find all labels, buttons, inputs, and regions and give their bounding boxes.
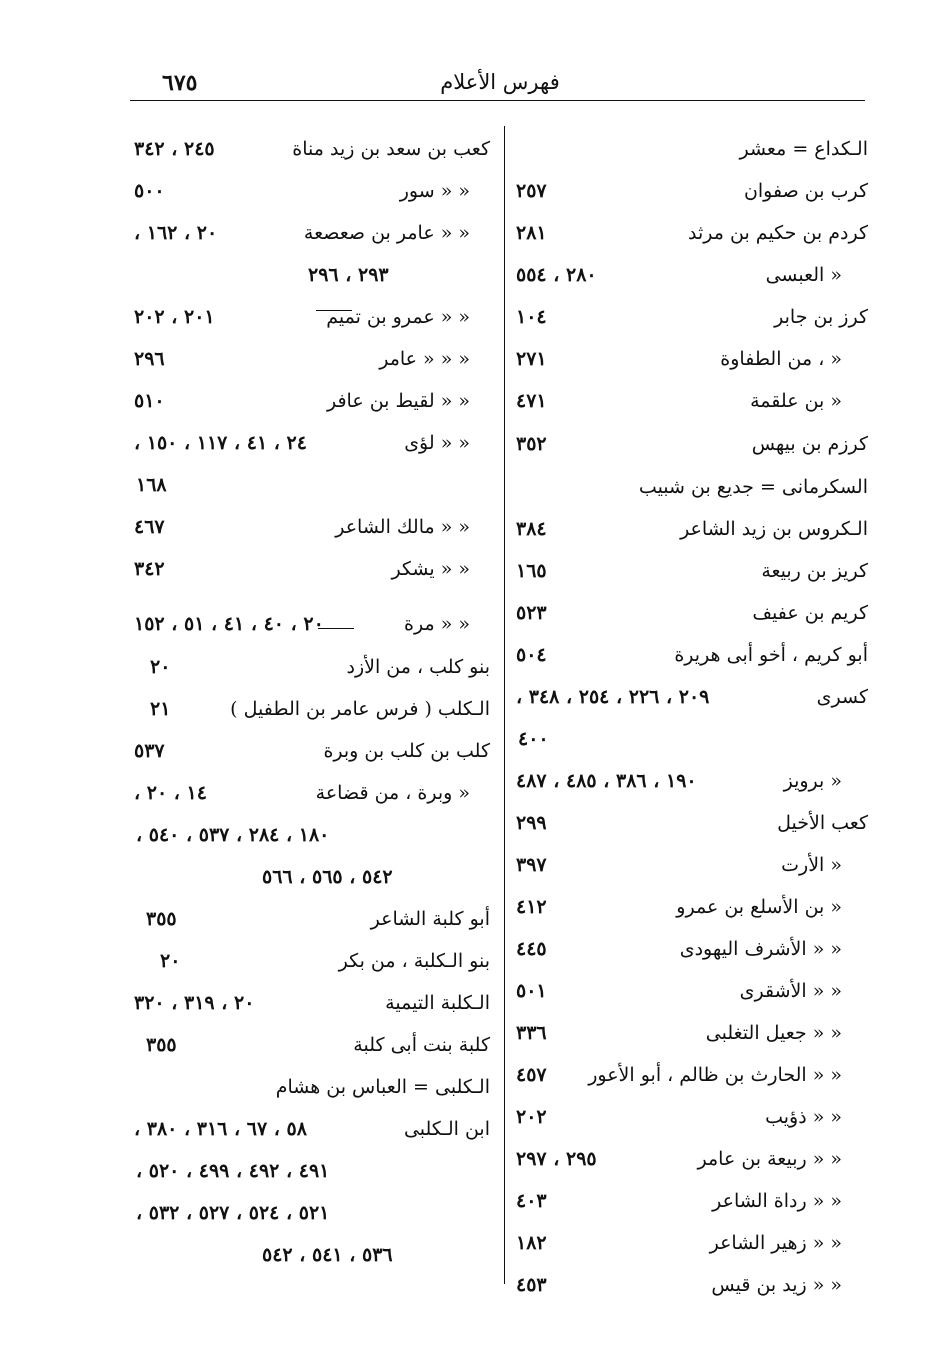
index-entry [130,296,498,338]
entry-pages: ٢٩٣ ، ٢٩٦ [308,264,389,286]
entry-name: كعب بن سعد بن زيد مناة [292,138,490,160]
entry-pages: ٣٤٢ [134,558,165,580]
index-entry [130,688,498,730]
index-entry [512,592,872,634]
index-entry [130,1024,498,1066]
index-entry [130,940,498,982]
entry-pages: ٢٠١ ، ٢٠٢ [134,306,215,328]
index-column-right [512,128,872,1296]
entry-name: كريز بن ربيعة [761,560,868,582]
entry-name: « بن علقمة [750,390,842,412]
entry-name: « الأرت [781,854,842,876]
entry-pages: ٥٣٧ [134,740,165,762]
index-entry [512,1180,872,1222]
entry-pages: ٢٠ ، ١٦٢ ، [134,222,218,244]
index-entry [512,128,872,170]
entry-name: « « الأشقرى [739,980,842,1002]
index-entry [512,422,872,466]
entry-name: الـكداع = معشر [739,138,868,160]
index-entry [130,128,498,170]
entry-pages: ٢٠ ، ٣١٩ ، ٣٢٠ [134,992,255,1014]
entry-pages: ٤٩١ ، ٤٩٢ ، ٤٩٩ ، ٥٢٠ ، [136,1160,330,1182]
index-entry [512,254,872,296]
entry-pages: ٢٩٥ ، ٢٩٧ [516,1148,597,1170]
index-entry [512,1222,872,1264]
entry-pages: ٥٢١ ، ٥٢٤ ، ٥٢٧ ، ٥٣٢ ، [136,1202,330,1224]
index-entry-continuation [130,1150,498,1192]
index-entry [130,646,498,688]
entry-pages: ٢٥٧ [516,180,547,202]
entry-pages: ٥٠٠ [134,180,165,202]
entry-pages: ٣٨٤ [516,518,547,540]
entry-name: بنو الـكلبة ، من بكر [338,950,490,972]
index-entry [130,170,498,212]
entry-pages: ٥٢٣ [516,602,547,624]
entry-pages: ٥٤٢ ، ٥٦٥ ، ٥٦٦ [262,866,393,888]
entry-pages: ٤٠٠ [518,728,549,750]
index-entry [512,1264,872,1306]
index-entry-continuation [130,464,498,506]
index-entry [130,898,498,940]
entry-name: الـكلبة التيمية [385,992,490,1014]
entry-name: كرزم بن بيهس [751,433,868,455]
index-entry [512,676,872,718]
entry-name: « « ذؤيب [765,1106,842,1128]
entry-name: « برويز [783,770,842,792]
index-entry [512,760,872,802]
entry-pages: ٥٣٦ ، ٥٤١ ، ٥٤٢ [262,1244,393,1266]
entry-name: كرز بن جابر [774,306,868,328]
entry-pages: ٣٣٦ [516,1022,547,1044]
index-entry [512,508,872,550]
entry-name: « « ربيعة بن عامر [697,1148,842,1170]
entry-pages: ٤٥٣ [516,1274,547,1296]
page-title: فهرس الأعلام [440,70,560,94]
entry-pages: ٢٨١ [516,222,547,244]
index-entry [512,1054,872,1096]
index-entry-continuation [130,254,498,296]
entry-pages: ٢٠٩ ، ٢٢٦ ، ٢٥٤ ، ٣٤٨ ، [516,686,710,708]
index-entry [512,634,872,676]
index-entry [512,170,872,212]
entry-name: كعب الأخيل [777,812,868,834]
entry-pages: ١٠٤ [516,306,547,328]
entry-pages: ٥٨ ، ٦٧ ، ٣١٦ ، ٣٨٠ ، [134,1118,307,1140]
entry-name: « « زهير الشاعر [709,1232,842,1254]
entry-pages: ٤٦٧ [134,516,165,538]
entry-name: « العبسى [765,264,842,286]
entry-pages: ٢٩٩ [516,812,547,834]
entry-pages: ٤٧١ [516,390,547,412]
index-entry [512,886,872,928]
entry-name: كسرى [816,686,868,708]
entry-name: الـكلبى = العباس بن هشام [275,1076,490,1098]
entry-name: أبو كريم ، أخو أبى هريرة [674,644,868,666]
entry-name: كرب بن صفوان [743,180,868,202]
index-entry-continuation [130,814,498,856]
entry-name: « وبرة ، من قضاعة [315,782,470,804]
page-number: ٦٧٥ [162,70,198,96]
entry-name: ابن الـكلبى [403,1118,490,1140]
entry-name: كردم بن حكيم بن مرثد [688,222,868,244]
entry-pages: ٢٠ [150,656,171,678]
entry-pages: ٣٥٥ [146,908,177,930]
entry-name: « « رداة الشاعر [712,1190,842,1212]
entry-pages: ٢٤ ، ٤١ ، ١١٧ ، ١٥٠ ، [134,432,307,454]
entry-pages: ٤٠٣ [516,1190,547,1212]
entry-name: « « يشكر [391,558,470,580]
index-entry [130,338,498,380]
entry-pages: ٢٠ [160,950,181,972]
index-entry [130,212,498,254]
entry-name: « « سور [399,180,470,202]
entry-name: كريم بن عفيف [752,602,868,624]
index-column-left [130,128,498,1288]
entry-name: « ، من الطفاوة [720,348,842,370]
index-entry [512,1096,872,1138]
page-header [130,68,865,102]
index-entry [512,1012,872,1054]
column-divider [504,126,505,1284]
entry-pages: ١٦٨ [136,474,167,496]
entry-pages: ٤٤٥ [516,938,547,960]
entry-pages: ٣٥٥ [146,1034,177,1056]
index-entry [512,338,872,380]
entry-pages: ١٦٥ [516,560,547,582]
entry-name: بنو كلب ، من الأزد [346,656,490,678]
entry-name: الـكلب ( فرس عامر بن الطفيل ) [230,698,490,720]
index-entry [130,1108,498,1150]
entry-name: كلب بن كلب بن وبرة [323,740,490,762]
index-entry [512,802,872,844]
index-entry-continuation [130,1192,498,1234]
index-entry [512,380,872,422]
group-separator-rule [318,628,354,629]
entry-pages: ١٨٠ ، ٢٨٤ ، ٥٣٧ ، ٥٤٠ ، [136,824,330,846]
index-entry [130,772,498,814]
entry-name: أبو كلبة الشاعر [370,908,490,930]
entry-pages: ٢٤٥ ، ٣٤٢ [134,138,215,160]
index-entry [130,422,498,464]
entry-pages: ٢١ [150,698,171,720]
entry-pages: ٥١٠ [134,390,165,412]
entry-pages: ٢٠٢ [516,1106,547,1128]
header-rule [130,100,865,101]
entry-pages: ٢٩٦ [134,348,165,370]
entry-name: « « عمرو بن تميم [326,306,470,328]
entry-pages: ٥٠٤ [516,644,547,666]
index-entry-continuation [130,856,498,898]
index-entry [130,1066,498,1108]
entry-name: « « جعيل التغلبى [705,1022,842,1044]
index-entry [512,844,872,886]
group-separator-rule [316,310,352,311]
entry-pages: ١٩٠ ، ٣٨٦ ، ٤٨٥ ، ٤٨٧ [516,770,697,792]
entry-pages: ١٤ ، ٢٠ ، [134,782,207,804]
entry-name: الـكروس بن زيد الشاعر [680,518,868,540]
index-entry [512,296,872,338]
entry-pages: ٣٥٢ [516,433,547,455]
index-entry [512,970,872,1012]
entry-pages: ٢٠ ، ٤٠ ، ٤١ ، ٥١ ، ١٥٢ [134,613,324,635]
index-entry [512,1138,872,1180]
entry-name: « « زيد بن قيس [711,1274,842,1296]
index-entry [130,506,498,548]
entry-pages: ٥٠١ [516,980,547,1002]
index-entry [512,212,872,254]
index-entry [130,602,498,646]
entry-name: « « « عامر [379,348,470,370]
entry-name: « « مالك الشاعر [335,516,470,538]
index-entry [130,548,498,590]
index-entry-continuation [130,1234,498,1276]
entry-name: « « لقيط بن عافر [326,390,470,412]
entry-pages: ١٨٢ [516,1232,547,1254]
index-entry-continuation [512,718,872,760]
entry-pages: ٤١٢ [516,896,547,918]
index-entry [512,550,872,592]
entry-name: « « لؤى [404,432,470,454]
entry-pages: ٢٨٠ ، ٥٥٤ [516,264,597,286]
entry-name: « « عامر بن صعصعة [303,222,470,244]
entry-name: « « الحارث بن ظالم ، أبو الأعور [588,1064,842,1086]
index-entry [130,730,498,772]
entry-name: « « مرة [404,613,470,635]
entry-pages: ٣٩٧ [516,854,547,876]
entry-name: كلبة بنت أبى كلبة [353,1034,490,1056]
index-entry [512,466,872,508]
entry-pages: ٤٥٧ [516,1064,547,1086]
index-entry [130,380,498,422]
index-entry [512,928,872,970]
entry-name: « بن الأسلع بن عمرو [676,896,842,918]
entry-name: « « الأشرف اليهودى [679,938,842,960]
entry-pages: ٢٧١ [516,348,547,370]
index-entry [130,982,498,1024]
entry-name: السكرمانى = جديع بن شبيب [638,476,868,498]
